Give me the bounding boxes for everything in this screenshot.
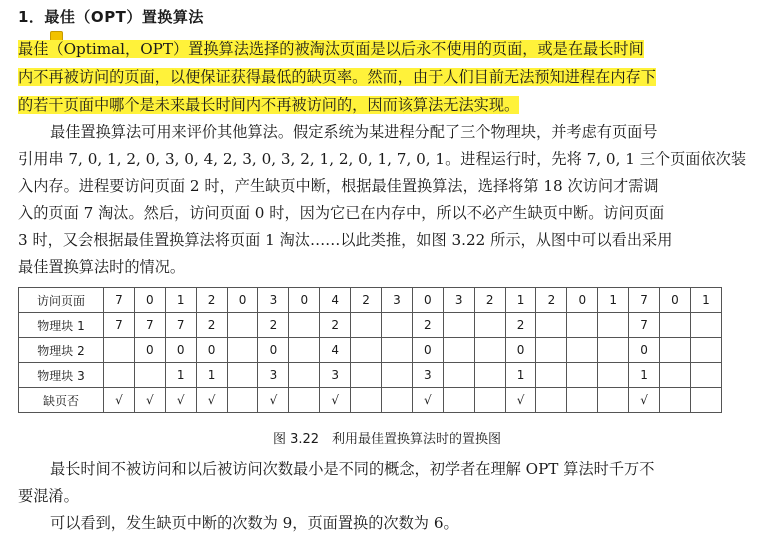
table-cell — [227, 338, 258, 363]
table-cell: 7 — [165, 313, 196, 338]
table-cell: 0 — [258, 338, 289, 363]
paragraph-line: 最佳置换算法可用来评价其他算法。假定系统为某进程分配了三个物理块，并考虑有页面号 — [50, 123, 658, 141]
table-cell: √ — [505, 388, 536, 413]
row-label: 物理块 2 — [19, 338, 104, 363]
table-cell: 1 — [629, 363, 660, 388]
table-cell: 0 — [412, 288, 443, 313]
table-cell — [567, 313, 598, 338]
table-cell: 2 — [258, 313, 289, 338]
table-cell: 0 — [412, 338, 443, 363]
table-cell: 2 — [536, 288, 567, 313]
table-cell — [660, 363, 691, 388]
table-cell: 0 — [567, 288, 598, 313]
figure-caption: 图 3.22 利用最佳置换算法时的置换图 — [272, 432, 502, 447]
table-cell — [443, 388, 474, 413]
table-cell: 0 — [227, 288, 258, 313]
table-cell: 2 — [196, 288, 227, 313]
table-cell — [598, 313, 629, 338]
table-cell: 2 — [351, 288, 382, 313]
highlight-line-1: 最佳（Optimal，OPT）置换算法选择的被淘汰页面是以后永不使用的页面，或是在最长时间 — [18, 40, 644, 58]
row-label: 访问页面 — [19, 288, 104, 313]
table-cell — [567, 338, 598, 363]
table-row — [19, 313, 722, 338]
table-cell: 2 — [505, 313, 536, 338]
table-cell: 0 — [196, 338, 227, 363]
highlight-line-3: 的若干页面中哪个是未来最长时间内不再被访问的，因而该算法无法实现。 — [18, 96, 520, 114]
table-cell — [351, 338, 382, 363]
table-cell: 2 — [320, 313, 351, 338]
table-cell: 0 — [505, 338, 536, 363]
highlight-line-2: 内不再被访问的页面，以便保证获得最低的缺页率。然而，由于人们目前无法预知进程在内存下 — [18, 68, 656, 86]
paragraph-line: 引用串 7, 0, 1, 2, 0, 3, 0, 4, 2, 3, 0, 3, 2, 1, 2, 0, 1, 7, 0, 1。进程运行时，先将 7, 0, 1 三个页面依次装 — [18, 150, 747, 168]
table-cell — [690, 363, 721, 388]
table-cell — [474, 338, 505, 363]
table-cell: 3 — [320, 363, 351, 388]
table-cell — [567, 363, 598, 388]
table-cell: 3 — [258, 288, 289, 313]
table-cell — [690, 338, 721, 363]
table-row — [19, 288, 722, 313]
table-cell: 1 — [690, 288, 721, 313]
table-cell: 1 — [505, 288, 536, 313]
table-cell — [660, 313, 691, 338]
table-cell: 2 — [474, 288, 505, 313]
table-cell: 2 — [412, 313, 443, 338]
table-cell: 3 — [382, 288, 413, 313]
table-cell — [690, 388, 721, 413]
row-label: 缺页否 — [19, 388, 104, 413]
table-cell: 0 — [289, 288, 320, 313]
table-row — [19, 388, 722, 413]
table-cell — [382, 313, 413, 338]
row-label: 物理块 1 — [19, 313, 104, 338]
table-cell: 3 — [258, 363, 289, 388]
table-cell — [227, 363, 258, 388]
table-cell — [536, 338, 567, 363]
table-cell — [474, 363, 505, 388]
table-cell: 3 — [412, 363, 443, 388]
table-row — [19, 338, 722, 363]
table-cell: √ — [412, 388, 443, 413]
table-cell — [598, 388, 629, 413]
table-cell: √ — [320, 388, 351, 413]
section-heading: 1．最佳（OPT）置换算法 — [18, 8, 204, 26]
table-cell: 7 — [104, 313, 135, 338]
table-cell — [382, 363, 413, 388]
closing-line: 最长时间不被访问和以后被访问次数最小是不同的概念，初学者在理解 OPT 算法时千万不 — [50, 460, 655, 478]
table-cell — [134, 363, 165, 388]
table-row — [19, 363, 722, 388]
table-cell — [227, 388, 258, 413]
table-cell — [351, 363, 382, 388]
table-cell — [443, 363, 474, 388]
table-cell: 2 — [196, 313, 227, 338]
paragraph-line: 3 时，又会根据最佳置换算法将页面 1 淘汰……以此类推，如图 3.22 所示，从图中可以看出采用 — [18, 231, 673, 249]
table-cell: 7 — [134, 313, 165, 338]
closing-line: 可以看到，发生缺页中断的次数为 9，页面置换的次数为 6。 — [50, 514, 459, 532]
row-label: 物理块 3 — [19, 363, 104, 388]
table-cell — [536, 313, 567, 338]
closing-line: 要混淆。 — [18, 487, 79, 505]
table-cell: 7 — [104, 288, 135, 313]
table-cell — [351, 388, 382, 413]
table-cell — [382, 388, 413, 413]
table-cell: √ — [134, 388, 165, 413]
table-cell — [443, 313, 474, 338]
table-cell — [351, 313, 382, 338]
replacement-table — [18, 287, 722, 413]
table-cell — [474, 388, 505, 413]
table-cell — [474, 313, 505, 338]
paragraph-line: 入的页面 7 淘汰。然后，访问页面 0 时，因为它已在内存中，所以不必产生缺页中断。访问页面 — [18, 204, 665, 222]
table-cell: √ — [196, 388, 227, 413]
table-cell: 1 — [165, 288, 196, 313]
table-cell — [660, 338, 691, 363]
table-cell: √ — [629, 388, 660, 413]
table-cell: 4 — [320, 288, 351, 313]
table-cell — [289, 363, 320, 388]
table-cell: √ — [165, 388, 196, 413]
table-cell — [289, 313, 320, 338]
table-cell: 1 — [165, 363, 196, 388]
table-cell: 1 — [505, 363, 536, 388]
table-cell — [598, 338, 629, 363]
table-cell — [227, 313, 258, 338]
paragraph-line: 入内存。进程要访问页面 2 时，产生缺页中断，根据最佳置换算法，选择将第 18 次访问才需调 — [18, 177, 659, 195]
table-cell — [690, 313, 721, 338]
table-cell: 0 — [134, 288, 165, 313]
table-cell — [104, 338, 135, 363]
table-cell: √ — [104, 388, 135, 413]
table-cell: 0 — [165, 338, 196, 363]
table-cell: 7 — [629, 288, 660, 313]
table-cell: 1 — [598, 288, 629, 313]
table-cell — [536, 388, 567, 413]
table-cell — [567, 388, 598, 413]
table-cell — [443, 338, 474, 363]
table-cell — [382, 338, 413, 363]
table-cell — [104, 363, 135, 388]
table-cell: 0 — [134, 338, 165, 363]
table-cell: 7 — [629, 313, 660, 338]
table-cell: 4 — [320, 338, 351, 363]
table-cell: √ — [258, 388, 289, 413]
table-cell — [536, 363, 567, 388]
table-cell — [289, 388, 320, 413]
table-cell — [660, 388, 691, 413]
table-cell — [598, 363, 629, 388]
table-cell: 0 — [629, 338, 660, 363]
table-cell: 0 — [660, 288, 691, 313]
table-cell: 1 — [196, 363, 227, 388]
table-cell: 3 — [443, 288, 474, 313]
table-cell — [289, 338, 320, 363]
paragraph-line: 最佳置换算法时的情况。 — [18, 258, 186, 276]
